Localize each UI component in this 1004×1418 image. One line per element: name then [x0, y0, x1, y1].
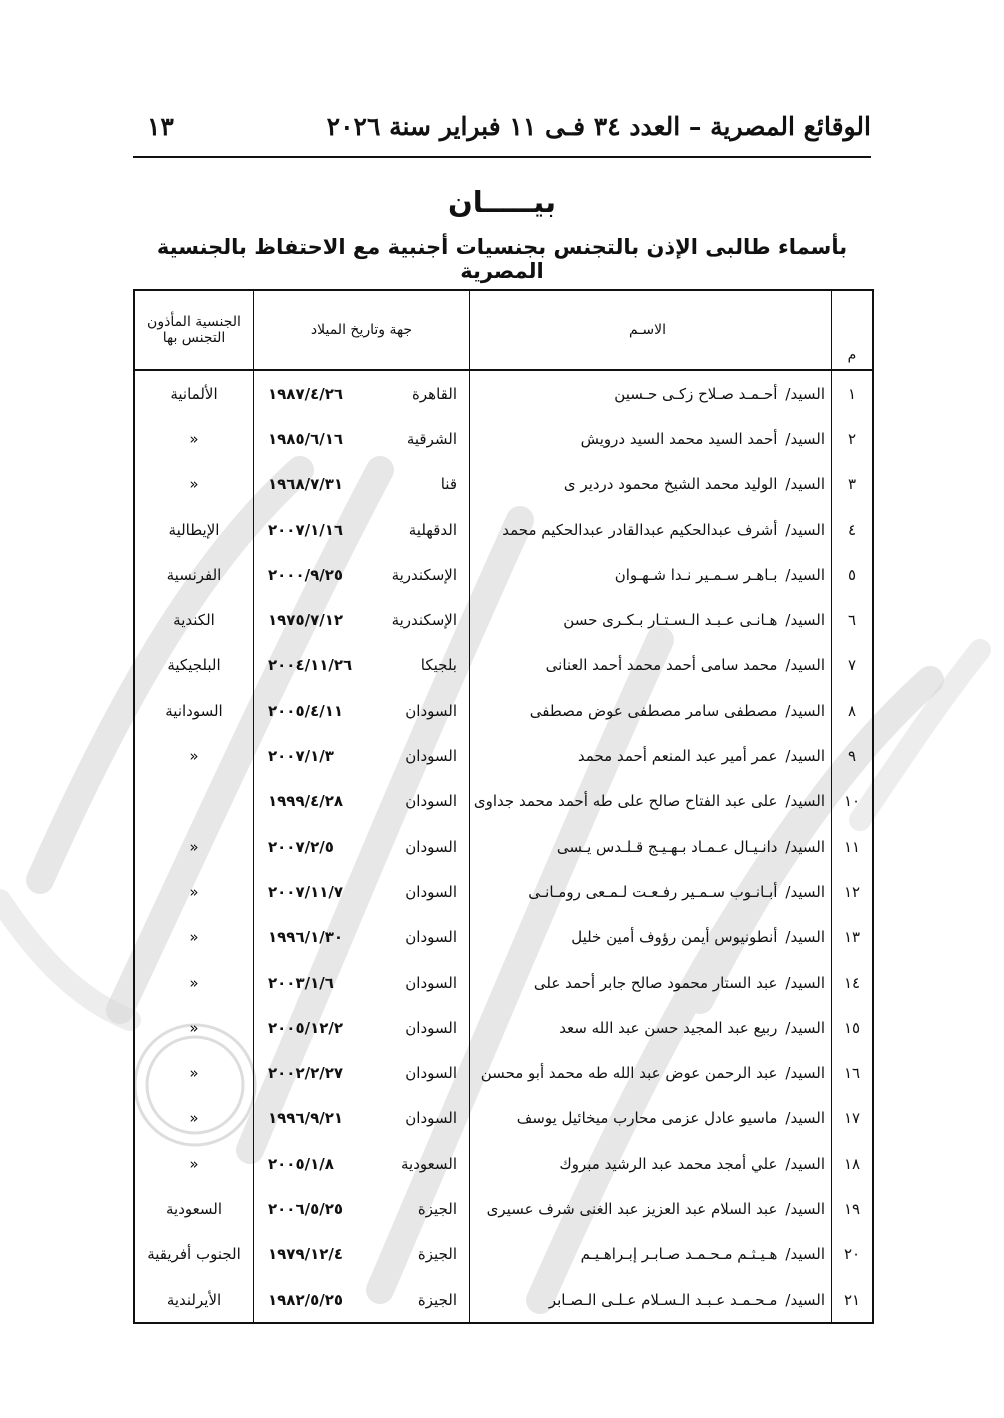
birth-place: الإسكندرية	[391, 611, 457, 630]
table-row	[134, 552, 873, 597]
row-nationality: البلجيكية	[134, 643, 254, 688]
birth-place: الدقهلية	[408, 520, 457, 539]
birth-date: ٢٠٠٣/١/٦	[268, 973, 334, 992]
birth-date: ٢٠٠٠/٩/٢٥	[268, 565, 344, 584]
row-name-cell	[470, 779, 832, 824]
birth-place: السودان	[405, 1064, 457, 1083]
table-row	[134, 779, 873, 824]
row-birth-cell	[254, 1232, 470, 1277]
document-subtitle: بأسماء طالبى الإذن بالتجنس بجنسيات أجنبية مع الاحتفاظ بالجنسية المصرية	[156, 235, 848, 283]
row-nationality: «	[134, 1096, 254, 1141]
row-nationality: الألمانية	[134, 370, 254, 416]
name-prefix: السيد/	[785, 1199, 825, 1218]
birth-place: القاهرة	[412, 384, 457, 403]
table-row	[134, 643, 873, 688]
row-name-cell	[470, 1186, 832, 1231]
birth-place: السودان	[405, 882, 457, 901]
birth-date: ٢٠٠٤/١١/٢٦	[268, 656, 353, 675]
row-nationality: الفرنسية	[134, 552, 254, 597]
row-birth-cell	[254, 824, 470, 869]
name-prefix: السيد/	[785, 1018, 825, 1037]
birth-date: ٢٠٠٧/١/٣	[268, 747, 334, 766]
table-row	[134, 869, 873, 914]
row-name-cell	[470, 869, 832, 914]
table-body	[134, 370, 873, 1323]
row-name-cell	[470, 915, 832, 960]
header-name: الاسـم	[470, 290, 832, 370]
row-name-cell	[470, 1141, 832, 1186]
birth-place: السودان	[405, 747, 457, 766]
name-prefix: السيد/	[785, 701, 825, 720]
birth-place: السودان	[405, 701, 457, 720]
row-name-cell	[470, 960, 832, 1005]
row-name-cell	[470, 552, 832, 597]
name-prefix: السيد/	[785, 429, 825, 448]
applicant-name: أحـمـد صـلاح زكـى حـسين	[614, 384, 778, 403]
applicant-name: مصطفى سامر مصطفى عوض مصطفى	[529, 701, 778, 720]
row-name-cell	[470, 597, 832, 642]
row-birth-cell	[254, 733, 470, 778]
birth-date: ١٩٦٨/٧/٣١	[268, 475, 344, 494]
applicant-name: هـيـثـم مـحـمـد صـابـر إبـراهـيـم	[580, 1245, 778, 1264]
applicant-name: بـاهـر سـمـير نـدا شـهـوان	[614, 565, 778, 584]
table-header-row	[134, 290, 873, 370]
birth-place: الجيزة	[417, 1199, 457, 1218]
row-birth-cell	[254, 688, 470, 733]
row-name-cell	[470, 416, 832, 461]
row-birth-cell	[254, 960, 470, 1005]
header-nationality	[134, 290, 254, 370]
applicant-name: عمر أمير عبد المنعم أحمد محمد	[577, 747, 778, 766]
birth-place: الإسكندرية	[391, 565, 457, 584]
row-name-cell	[470, 824, 832, 869]
birth-date: ١٩٧٩/١٢/٤	[268, 1245, 344, 1264]
row-nationality: «	[134, 416, 254, 461]
row-number: ١	[832, 370, 874, 416]
birth-date: ١٩٩٦/١/٣٠	[268, 928, 344, 947]
row-number: ٤	[832, 507, 874, 552]
applicant-name: هـانـى عـبـد الـسـتـار بـكـرى حسن	[563, 611, 778, 630]
applicant-name: مـحـمـد عـبـد الـسـلام عـلـى الـصـابر	[548, 1290, 778, 1309]
row-birth-cell	[254, 1186, 470, 1231]
row-number: ١٠	[832, 779, 874, 824]
row-nationality: «	[134, 462, 254, 507]
row-birth-cell	[254, 1050, 470, 1095]
birth-place: بلجيكا	[420, 656, 457, 675]
row-name-cell	[470, 462, 832, 507]
row-birth-cell	[254, 416, 470, 461]
name-prefix: السيد/	[785, 520, 825, 539]
table-row	[134, 1232, 873, 1277]
name-prefix: السيد/	[785, 565, 825, 584]
row-nationality: «	[134, 915, 254, 960]
birth-place: قنا	[440, 475, 457, 494]
row-number: ٢٠	[832, 1232, 874, 1277]
name-prefix: السيد/	[785, 475, 825, 494]
applicant-name: عبد الرحمن عوض عبد الله طه محمد أبو محسن	[480, 1064, 778, 1083]
row-nationality: «	[134, 1005, 254, 1050]
name-prefix: السيد/	[785, 384, 825, 403]
row-number: ١٥	[832, 1005, 874, 1050]
row-nationality: «	[134, 960, 254, 1005]
name-prefix: السيد/	[785, 1245, 825, 1264]
row-birth-cell	[254, 869, 470, 914]
birth-place: السودان	[405, 1018, 457, 1037]
table-row	[134, 597, 873, 642]
row-name-cell	[470, 733, 832, 778]
row-number: ٥	[832, 552, 874, 597]
table-row	[134, 416, 873, 461]
row-name-cell	[470, 1050, 832, 1095]
table-row	[134, 733, 873, 778]
document-title: بيـــــان	[448, 185, 556, 219]
birth-place: السودان	[405, 792, 457, 811]
row-number: ١٦	[832, 1050, 874, 1095]
birth-date: ١٩٨٥/٦/١٦	[268, 429, 344, 448]
row-nationality: الأيرلندية	[134, 1277, 254, 1323]
birth-date: ١٩٩٩/٤/٢٨	[268, 792, 344, 811]
birth-date: ٢٠٠٢/٢/٢٧	[268, 1064, 344, 1083]
row-birth-cell	[254, 915, 470, 960]
row-birth-cell	[254, 779, 470, 824]
table-row	[134, 824, 873, 869]
name-prefix: السيد/	[785, 1290, 825, 1309]
row-name-cell	[470, 1232, 832, 1277]
birth-place: السودان	[405, 837, 457, 856]
name-prefix: السيد/	[785, 1064, 825, 1083]
row-birth-cell	[254, 507, 470, 552]
birth-place: الجيزة	[417, 1245, 457, 1264]
name-prefix: السيد/	[785, 656, 825, 675]
table-row	[134, 1005, 873, 1050]
row-nationality: الإيطالية	[134, 507, 254, 552]
applicant-name: أنطونيوس أيمن رؤوف أمين خليل	[571, 928, 778, 947]
row-number: ١٧	[832, 1096, 874, 1141]
applicant-name: ربيع عبد المجيد حسن عبد الله سعد	[559, 1018, 778, 1037]
birth-date: ١٩٨٢/٥/٢٥	[268, 1290, 344, 1309]
row-nationality	[134, 779, 254, 824]
row-name-cell	[470, 370, 832, 416]
table-row	[134, 1050, 873, 1095]
row-nationality: «	[134, 1050, 254, 1095]
row-birth-cell	[254, 552, 470, 597]
row-number: ١٨	[832, 1141, 874, 1186]
applicants-table	[133, 289, 874, 1324]
table-row	[134, 915, 873, 960]
applicant-name: عبد الستار محمود صالح جابر أحمد على	[533, 973, 778, 992]
applicant-name: ماسيو عادل عزمى محارب ميخائيل يوسف	[516, 1109, 778, 1128]
row-name-cell	[470, 1277, 832, 1323]
birth-date: ٢٠٠٧/١/١٦	[268, 520, 344, 539]
birth-place: السودان	[405, 973, 457, 992]
row-name-cell	[470, 1005, 832, 1050]
row-number: ٢	[832, 416, 874, 461]
header-number: م	[832, 290, 874, 370]
row-birth-cell	[254, 597, 470, 642]
header-nationality-line2: التجنس بها	[162, 330, 226, 346]
applicant-name: أحمد السيد محمد السيد درويش	[580, 429, 778, 448]
row-number: ٢١	[832, 1277, 874, 1323]
birth-place: السودان	[405, 1109, 457, 1128]
name-prefix: السيد/	[785, 882, 825, 901]
row-number: ٨	[832, 688, 874, 733]
header-title: الوقائع المصرية – العدد ٣٤ فـى ١١ فبراير سنة ٢٠٢٦	[326, 112, 871, 141]
row-number: ٩	[832, 733, 874, 778]
table-row	[134, 688, 873, 733]
row-birth-cell	[254, 1141, 470, 1186]
name-prefix: السيد/	[785, 792, 825, 811]
row-nationality: «	[134, 869, 254, 914]
birth-place: السودان	[405, 928, 457, 947]
row-nationality: السودانية	[134, 688, 254, 733]
applicant-name: أشرف عبدالحكيم عبدالقادر عبدالحكيم محمد	[502, 520, 778, 539]
applicant-name: على عبد الفتاح صالح على طه أحمد محمد جداوى	[473, 792, 778, 811]
name-prefix: السيد/	[785, 1109, 825, 1128]
row-birth-cell	[254, 462, 470, 507]
row-nationality: «	[134, 1141, 254, 1186]
table-row	[134, 1096, 873, 1141]
applicant-name: عبد السلام عبد العزيز عبد الغنى شرف عسيرى	[486, 1199, 778, 1218]
row-number: ١٤	[832, 960, 874, 1005]
row-name-cell	[470, 688, 832, 733]
row-nationality: السعودية	[134, 1186, 254, 1231]
birth-date: ٢٠٠٥/٤/١١	[268, 701, 344, 720]
birth-date: ٢٠٠٧/٢/٥	[268, 837, 334, 856]
birth-date: ٢٠٠٥/١/٨	[268, 1154, 334, 1173]
row-name-cell	[470, 1096, 832, 1141]
birth-date: ٢٠٠٧/١١/٧	[268, 882, 344, 901]
row-name-cell	[470, 507, 832, 552]
row-number: ٦	[832, 597, 874, 642]
row-nationality: الجنوب أفريقية	[134, 1232, 254, 1277]
row-number: ١٣	[832, 915, 874, 960]
row-nationality: «	[134, 733, 254, 778]
applicant-name: الوليد محمد الشيخ محمود دردير ى	[563, 475, 778, 494]
birth-place: الجيزة	[417, 1290, 457, 1309]
name-prefix: السيد/	[785, 837, 825, 856]
row-number: ١٩	[832, 1186, 874, 1231]
table-row	[134, 1141, 873, 1186]
row-nationality: الكندية	[134, 597, 254, 642]
table-row	[134, 462, 873, 507]
row-birth-cell	[254, 643, 470, 688]
row-number: ١١	[832, 824, 874, 869]
birth-date: ١٩٧٥/٧/١٢	[268, 611, 344, 630]
row-birth-cell	[254, 1005, 470, 1050]
row-name-cell	[470, 643, 832, 688]
page-header	[133, 112, 871, 158]
table-row	[134, 370, 873, 416]
row-number: ٣	[832, 462, 874, 507]
birth-date: ٢٠٠٦/٥/٢٥	[268, 1199, 344, 1218]
applicant-name: علي أمجد محمد عبد الرشيد مبروك	[559, 1154, 778, 1173]
header-nationality-line1: الجنسية المأذون	[147, 314, 241, 330]
page-number: ١٣	[147, 112, 174, 141]
row-number: ٧	[832, 643, 874, 688]
header-birth: جهة وتاريخ الميلاد	[254, 290, 470, 370]
applicant-name: دانـيـال عـمـاد بـهـيـج قـلـدس يـسى	[556, 837, 778, 856]
row-number: ١٢	[832, 869, 874, 914]
row-birth-cell	[254, 370, 470, 416]
applicant-name: أبـانـوب سـمـير رفـعـت لـمـعى رومـانـى	[528, 882, 778, 901]
table-row	[134, 1277, 873, 1323]
birth-date: ١٩٨٧/٤/٢٦	[268, 384, 344, 403]
row-nationality: «	[134, 824, 254, 869]
name-prefix: السيد/	[785, 747, 825, 766]
row-birth-cell	[254, 1096, 470, 1141]
table-row	[134, 960, 873, 1005]
birth-place: السعودية	[400, 1154, 457, 1173]
name-prefix: السيد/	[785, 928, 825, 947]
name-prefix: السيد/	[785, 611, 825, 630]
table-row	[134, 507, 873, 552]
birth-date: ٢٠٠٥/١٢/٢	[268, 1018, 344, 1037]
name-prefix: السيد/	[785, 1154, 825, 1173]
name-prefix: السيد/	[785, 973, 825, 992]
applicant-name: محمد سامى أحمد محمد أحمد العنانى	[545, 656, 778, 675]
birth-date: ١٩٩٦/٩/٢١	[268, 1109, 344, 1128]
table-row	[134, 1186, 873, 1231]
birth-place: الشرقية	[406, 429, 457, 448]
row-birth-cell	[254, 1277, 470, 1323]
